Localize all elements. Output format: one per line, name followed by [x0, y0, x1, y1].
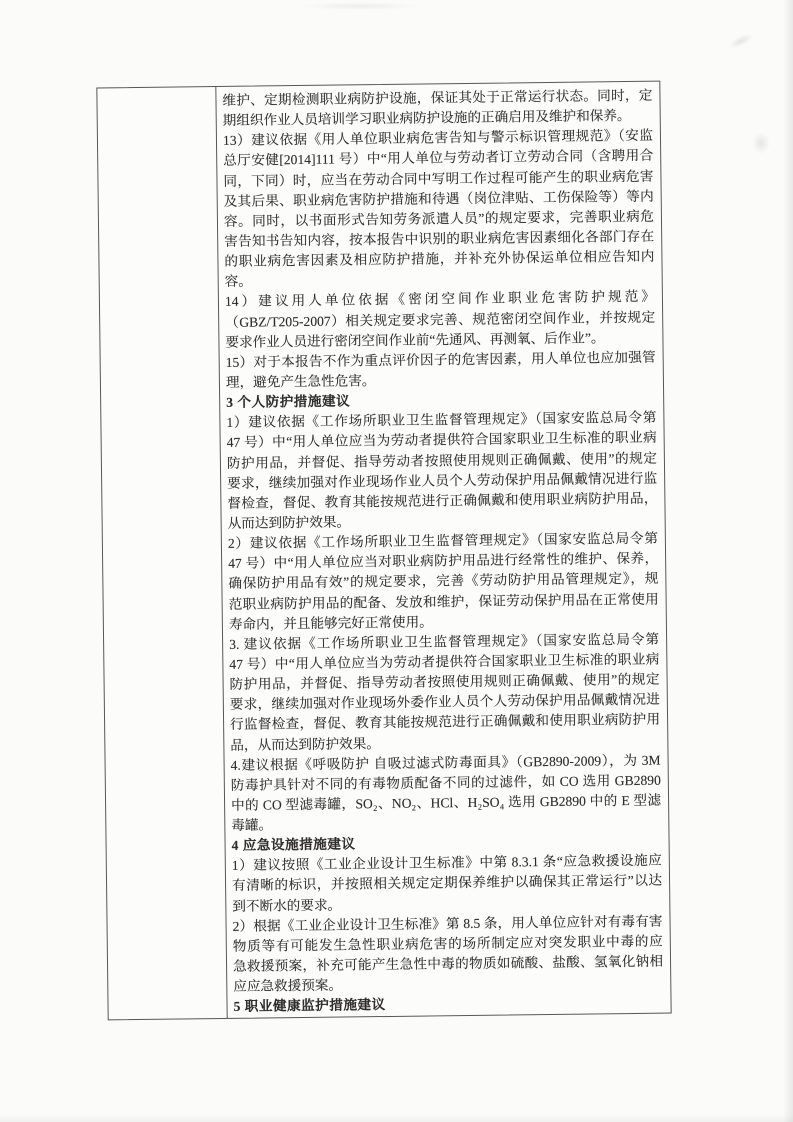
text-line: 维护、定期检测职业病防护设施，保证其处于正常运行状态。同时，定	[222, 87, 653, 108]
text-line: 的职业病危害因素及相应防护措施，并补充外协保运单位相应告知内	[224, 248, 655, 270]
scan-edge-shadow	[0, 1114, 793, 1122]
scan-smudge	[300, 2, 420, 10]
text-line: 同，下同）时，应当在劳动合同中写明工作过程可能产生的职业病危害	[223, 168, 654, 189]
text-line: 中的 CO 型滤毒罐，SO₂、NO₂、HCl、H₂SO₄ 选用 GB2890 中的 E 型滤	[231, 792, 662, 813]
paragraph	[228, 529, 659, 635]
text-line: 毒罐。	[231, 817, 273, 833]
section-heading	[233, 992, 663, 1017]
text-line: 期组织作业人员培训学习职业病防护设施的正确启用及维护和保养。	[222, 108, 631, 129]
text-line: 物质等有可能发生急性职业病危害的场所制定应对突发职业中毒的应	[232, 933, 663, 954]
text-line: 要求作业人员进行密闭空间作业前“先通风、再测氧、后作业”。	[225, 329, 605, 350]
text-line: 到不断水的要求。	[232, 897, 342, 914]
text-line: 害告知书告知内容，按本报告中识别的职业病危害因素细化各部门存在	[224, 228, 655, 249]
text-line: 确保防护用品有效”的规定要求，完善《劳动防护用品管理规定》，规	[228, 571, 659, 592]
text-line: 及其后果、职业病危害防护措施和待遇（岗位津贴、工伤保险等）等内	[223, 188, 654, 209]
scan-edge-shadow	[783, 0, 793, 1122]
scan-smudge	[727, 31, 755, 51]
text-line: 5 职业健康监护措施建议	[233, 997, 386, 1015]
text-line: 4 应急设施措施建议	[231, 836, 356, 854]
text-line: 从而达到防护效果。	[227, 514, 351, 531]
text-line: 总厅安健[2014]111 号）中“用人单位与劳动者订立劳动合同（含聘用合	[223, 148, 654, 169]
text-line: 品，从而达到防护效果。	[230, 735, 380, 753]
text-line: 应应急救援预案。	[233, 977, 343, 995]
text-line: 寿命内，并且能够完好正常使用。	[228, 614, 433, 632]
text-line: 4.建议根据《呼吸防护 自吸过滤式防毒面具》（GB2890-2009），为 3M	[230, 752, 661, 773]
text-line: 14）建议用人单位依据《密闭空间作业职业危害防护规范》	[224, 289, 656, 310]
text-line: 3. 建议依据《工作场所职业卫生监督管理规定》（国家安监总局令第	[229, 631, 660, 652]
text-line: 范职业病防护用品的配备、发放和维护，保证劳动保护用品在正常使用	[228, 591, 659, 612]
text-line: 2）根据《工业企业设计卫生标准》第 8.5 条，用人单位应针对有毒有害	[232, 913, 663, 934]
paragraph	[223, 126, 655, 292]
paragraph	[232, 851, 663, 917]
text-line: 1）建议按照《工业企业设计卫生标准》中第 8.3.1 条“应急救援设施应	[231, 852, 662, 874]
text-line: 理，避免产生急性危害。	[225, 373, 376, 390]
text-line: 15）对于本报告不作为重点评价因子的危害因素，用人单位也应加强管	[225, 349, 656, 370]
paragraph	[226, 347, 656, 393]
text-line: 47 号）中“用人单位应当对职业病防护用品进行经常性的维护、保养，	[228, 550, 659, 572]
text-line: 督检查，督促、教育其能按规范进行正确佩戴和使用职业病防护用品，	[227, 490, 658, 511]
text-line: 容。同时，以书面形式告知劳务派遣人员”的规定要求，完善职业病危	[223, 208, 655, 229]
recommendations-table	[96, 81, 671, 1021]
paragraph	[232, 911, 663, 997]
text-line: 3 个人防护措施建议	[226, 393, 351, 411]
text-line: 1）建议依据《工作场所职业卫生监督管理规定》（国家安监总局令第	[226, 409, 657, 431]
text-line: 容。	[224, 273, 252, 290]
paragraph	[226, 408, 657, 534]
paragraph	[229, 629, 660, 755]
paragraph	[225, 287, 656, 353]
text-line: 要求，继续加强对作业现场外委作业人员个人劳动保护用品佩戴情况进	[229, 691, 660, 713]
text-line: 47 号）中“用人单位应当为劳动者提供符合国家职业卫生标准的职业病	[229, 651, 660, 672]
text-line: 防护用品，并督促、指导劳动者按照使用规则正确佩戴、使用”的规定	[229, 671, 660, 692]
paragraph	[222, 86, 652, 132]
text-line: 要求，继续加强对作业现场作业人员个人劳动保护用品佩戴情况进行监	[227, 470, 658, 491]
text-line: 有清晰的标识，并按照相关规定定期保养维护以确保其正常运行”以达	[231, 873, 663, 894]
text-line: 行监督检查，督促、教育其能按规范进行正确佩戴和使用职业病防护用	[230, 711, 661, 733]
text-line: 13）建议依据《用人单位职业病危害告知与警示标识管理规范》（安监	[222, 127, 654, 149]
text-line: 47 号）中“用人单位应当为劳动者提供符合国家职业卫生标准的职业病	[226, 430, 657, 451]
scan-smudge	[752, 132, 770, 154]
text-line: 防护用品，并督促、指导劳动者按照使用规则正确佩戴、使用”的规定	[226, 450, 657, 471]
table-cell-left	[97, 87, 227, 1019]
text-line: 急救援预案，补充可能产生急性中毒的物质如硫酸、盐酸、氢氧化钠相	[232, 953, 664, 974]
paragraph	[230, 750, 661, 836]
text-line: 防毒护具针对不同的有毒物质配备不同的过滤件，如 CO 选用 GB2890	[230, 772, 661, 793]
text-line: 2）建议依据《工作场所职业卫生监督管理规定》（国家安监总局令第	[227, 530, 658, 551]
text-line: （GBZ/T205-2007）相关规定要求完善、规范密闭空间作业，并按规定	[225, 309, 656, 330]
table-cell-recommendations-text	[216, 82, 670, 1018]
